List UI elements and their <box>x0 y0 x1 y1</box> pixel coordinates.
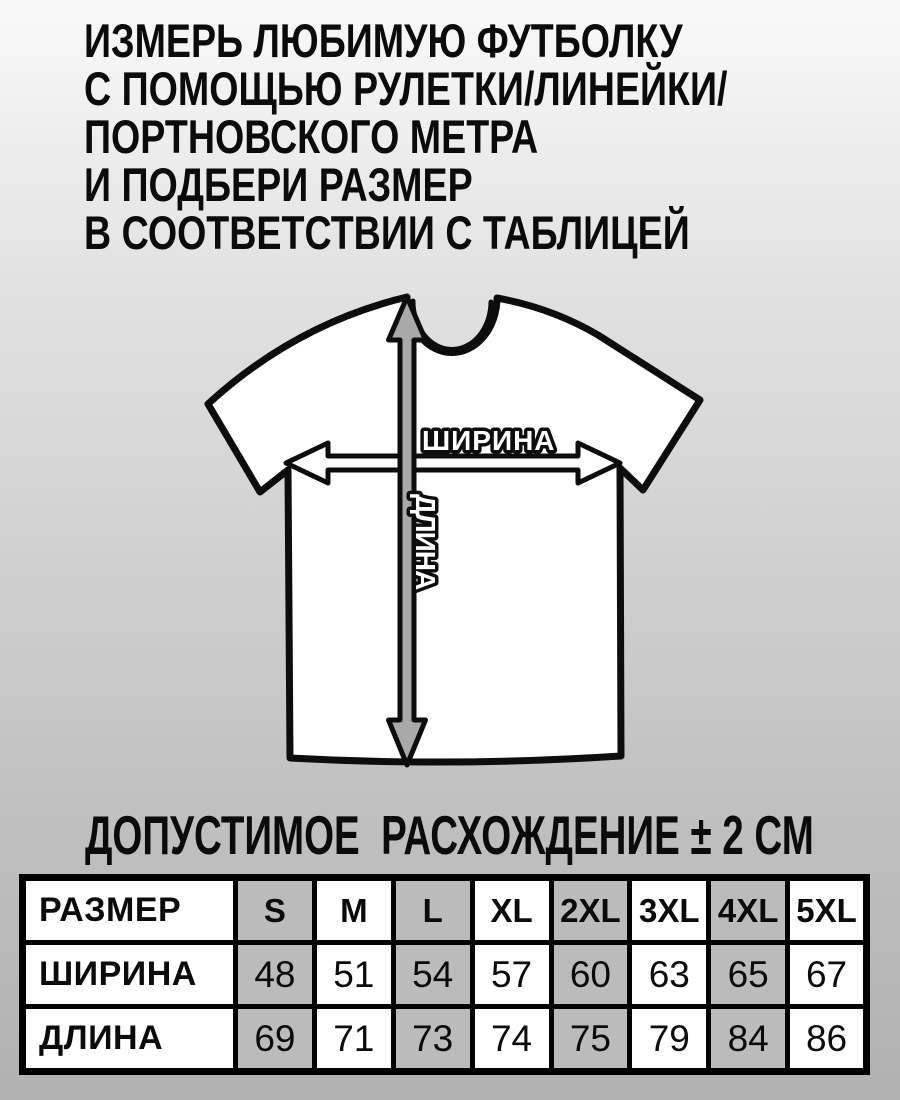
width-value-s: 48 <box>236 943 315 1007</box>
headline-line-2: С ПОМОЩЬЮ РУЛЕТКИ/ЛИНЕЙКИ/ <box>84 62 728 115</box>
width-value-m: 51 <box>314 943 393 1007</box>
length-arrow-label: ДЛИНА <box>410 494 441 590</box>
size-col-xl: XL <box>472 878 551 943</box>
length-row <box>23 1007 867 1072</box>
size-col-5xl: 5XL <box>788 878 867 943</box>
size-col-m: M <box>314 878 393 943</box>
size-table <box>19 874 870 1075</box>
length-value-s: 69 <box>236 1007 315 1072</box>
headline-line-5: В СООТВЕТСТВИИ С ТАБЛИЦЕЙ <box>84 206 690 259</box>
size-col-s: S <box>236 878 315 943</box>
width-value-l: 54 <box>393 943 472 1007</box>
length-value-5xl: 86 <box>788 1007 867 1072</box>
length-value-2xl: 75 <box>551 1007 630 1072</box>
width-value-5xl: 67 <box>788 943 867 1007</box>
size-col-3xl: 3XL <box>630 878 709 943</box>
size-col-4xl: 4XL <box>709 878 788 943</box>
size-table-header-row <box>23 878 867 943</box>
tolerance-note: ДОПУСТИМОЕ РАСХОЖДЕНИЕ ± 2 СМ <box>85 804 814 866</box>
tshirt-icon <box>208 297 700 762</box>
width-value-xl: 57 <box>472 943 551 1007</box>
length-value-3xl: 79 <box>630 1007 709 1072</box>
width-value-2xl: 60 <box>551 943 630 1007</box>
length-value-4xl: 84 <box>709 1007 788 1072</box>
width-row <box>23 943 867 1007</box>
headline-line-3: ПОРТНОВСКОГО МЕТРА <box>84 110 539 163</box>
length-value-m: 71 <box>314 1007 393 1072</box>
width-value-4xl: 65 <box>709 943 788 1007</box>
headline-line-1: ИЗМЕРЬ ЛЮБИМУЮ ФУТБОЛКУ <box>84 14 683 67</box>
width-value-3xl: 63 <box>630 943 709 1007</box>
length-value-xl: 74 <box>472 1007 551 1072</box>
tshirt-measure-diagram <box>180 280 720 780</box>
size-col-2xl: 2XL <box>551 878 630 943</box>
width-row-label: ШИРИНА <box>23 943 236 1007</box>
size-col-l: L <box>393 878 472 943</box>
size-table-corner-cell: РАЗМЕР <box>23 878 236 943</box>
length-value-l: 73 <box>393 1007 472 1072</box>
width-arrow-label: ШИРИНА <box>422 425 556 456</box>
length-row-label: ДЛИНА <box>23 1007 236 1072</box>
headline-line-4: И ПОДБЕРИ РАЗМЕР <box>84 158 473 211</box>
headline <box>84 14 728 259</box>
